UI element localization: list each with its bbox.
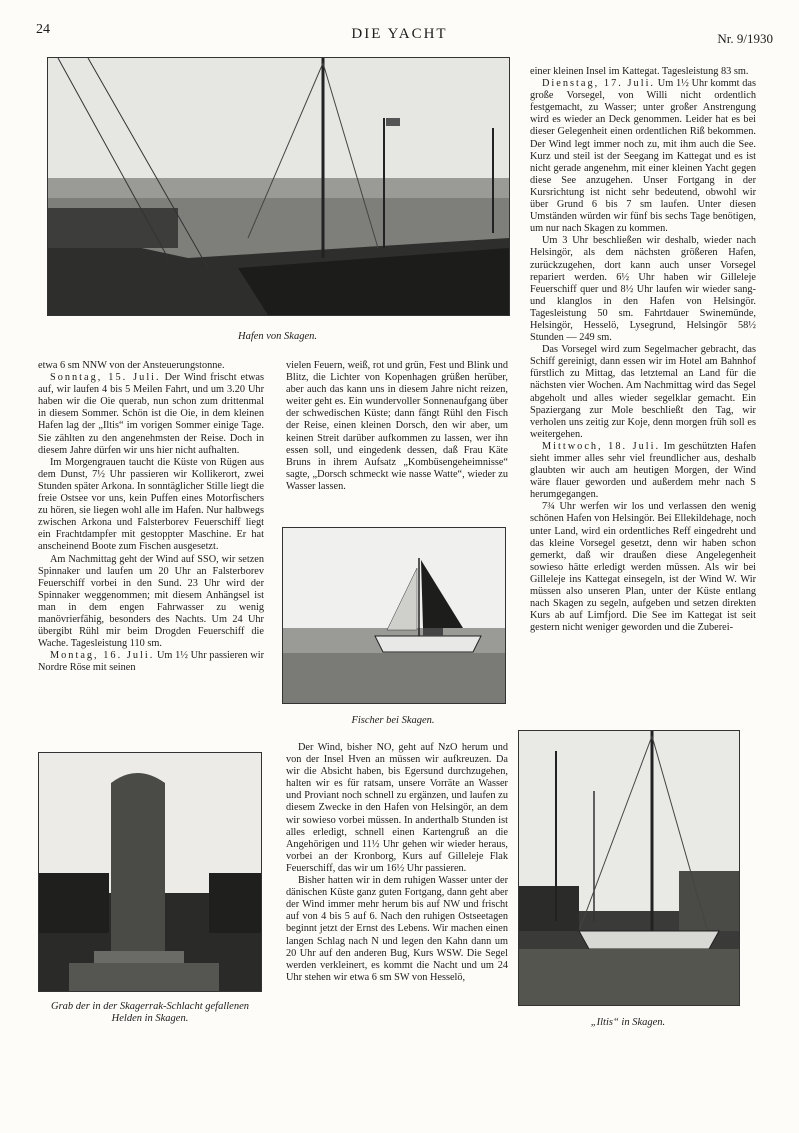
paragraph: etwa 6 sm NNW von der Ansteuerungstonne. [38, 360, 225, 371]
paragraph-text: Um 1½ Uhr kommt das große Vorsegel, von Willi nicht ordentlich festgemacht, zu Wasser; unter großer Anstrengung wird es wieder an Deck genommen. Leider hat es bei dieser Gelegenheit einen ordentlichen Riß bekommen. Der Wind legt immer noch zu, mit ihm auch die See. Kurz und steil ist der Seegang im Kattegat und es ist nicht gerade angenehm, mit einer kleinen Yacht gegen diese See anzugehen. Unser Fortgang in der Kursrichtung ist nicht sehr bedeutend, obwohl wir über Grund 6 bis 7 sm laufen. Unter diesen Umständen würden wir fünf bis sechs Tage benötigen, um nur nach Skagen zu kommen. [530, 78, 757, 235]
day-heading: Montag, 16. Juli. [50, 650, 155, 662]
iltis-caption: „Iltis“ in Skagen. [590, 1017, 666, 1028]
paragraph [38, 372, 264, 457]
fisher-caption: Fischer bei Skagen. [351, 715, 435, 726]
paragraph: Bisher hatten wir in dem ruhigen Wasser unter der dänischen Küste ganz guten Fortgang, dann geht aber der Wind immer mehr herum bis auf NW und frischt auf von 4 bis 5 auf 6. Nach den ruhigen Ostseetagen beginnt jetzt der Ernst des Lebens. Wir machen einen langen Schlag nach N und legen den Kahn dann um 20 Uhr auf den anderen Bug, Kurs WSW. Die Segel werden verkleinert, es kommt die Nacht und um 24 Uhr stehen wir etwa 6 sm SW von Hesselö, [286, 875, 508, 983]
day-heading: Mittwoch, 18. Juli. [542, 440, 661, 452]
paragraph: Der Wind, bisher NO, geht auf NzO herum und von der Insel Hven an müssen wir aufkreuzen. Da wir die Absicht haben, bis Egersund durchzugehen, halten wir es für ratsam, unsere Vorräte an Wasser und Proviant noch schnell zu ergänzen, und laufen zu diesem Zwecke in den Hafen von Helsingör, an dem wir sowieso vorbei müssen. In anderthalb Stunden ist alles erledigt, schnell einen Kartengruß an die Angehörigen und 11½ Uhr gehen wir wieder heraus, vorbei an der Kronborg, Kurs auf Gilleleje Flak Feuerschiff, das wir um 16½ Uhr passieren. [286, 742, 508, 874]
day-heading: Dienstag, 17. Juli. [542, 78, 656, 90]
day-heading: Sonntag, 15. Juli. [50, 372, 161, 384]
paragraph: 7¾ Uhr werfen wir los und verlassen den wenig schönen Hafen von Helsingör. Bei Ellekildehage, noch unter Land, wird ein ordentliches Reff eingedreht und das kleine Vorsegel gesetzt, denn wir haben schon gemerkt, daß wir draußen diese Angelegenheit sowieso hätte erledigt werden müssen. Als wir bei Gilleleje ins Kattegat einsegeln, ist der Wind W. Wir müssen also unseren Plan, unter der Küste entlang nach Skagen zu segeln, aufgeben und setzen direkten Kurs ab auf Limfjord. Die See im Kattegat ist seit gestern nicht weniger geworden und die Zuberei- [530, 501, 756, 634]
text-column-right [530, 66, 756, 634]
paragraph-text: Um 1½ Uhr passieren wir Nordre Röse mit seinen [38, 650, 264, 674]
grave-caption: Grab der in der Skagerrak-Schlacht gefallenen Helden in Skagen. [51, 1001, 249, 1024]
paragraph: Am Nachmittag geht der Wind auf SSO, wir setzen Spinnaker und laufen um 20 Uhr an Falsterborev Feuerschiff vorbei in den Sund. 23 Uhr wird der Spinnaker weggenommen; mit diesem Anhängsel ist man in dem engen Fahrwasser zu wenig manövrierfähig, besonders des Nachts. Um 24 Uhr übergibt Rühl mir beim Drogden Feuerschiff die Wache. Tagesleistung 110 sm. [38, 553, 264, 650]
fisher-photo [282, 527, 506, 704]
page-number: 24 [36, 22, 50, 37]
paragraph: Das Vorsegel wird zum Segelmacher gebracht, das Schiff gereinigt, dann essen wir im Hotel am Bahnhof fürstlich zu Mittag, das letztemal an Land für die nächsten vier Wochen. Am Nachmittag wird das Segel abgeholt und alles wieder segelklar gemacht. Ein Spaziergang zur Mole beschließt den Tag, wir verholen uns zeitig zur Koje, denn morgen früh soll es weitergehen. [530, 344, 756, 440]
journal-title: DIE YACHT [351, 26, 448, 42]
text-column-middle-bottom [286, 742, 508, 984]
paragraph: Um 3 Uhr beschließen wir deshalb, wieder nach Helsingör, als dem nächsten größeren Hafen, zurückzugehen, dort kann auch unser Vorsegel repariert werden. 6½ Uhr haben wir Gilleleje Feuerschiff quer und 8½ Uhr laufen wir wieder sang- und klanglos in den Hafen von Helsingör. Tagesleistung 50 sm. Fahrtdauer Swinemünde, Helsingör, Hesselö, Lysegrund, Helsingör 58½ Stunden — 249 sm. [530, 235, 756, 344]
paragraph: einer kleinen Insel im Kattegat. Tagesleistung 83 sm. [530, 66, 749, 77]
paragraph-text: Im geschützten Hafen sieht immer alles sehr viel freundlicher aus, deshalb glaubten wir auch am heutigen Morgen, der Wind wäre flauer geworden und außerdem mehr nach S herumgegangen. [530, 440, 757, 501]
issue-number: Nr. 9/1930 [717, 31, 773, 46]
paragraph [530, 441, 756, 501]
paragraph: vielen Feuern, weiß, rot und grün, Fest und Blink und Blitz, die Lichter von Kopenhagen grüßen herüber, aber auch das kann uns in diesem Jahre nicht reizen, weiter geht es. Ein wundervoller Sonnenaufgang über der schwedischen Küste; dann fängt Rühl den Fisch der Reise, einen kleinen Dorsch, den wir aber, um keinen Streit darüber aufkommen zu lassen, wer ihn essen soll, und eingedenk dessen, daß Frau Käte Bruns in ihrem Aufsatz „Kombüsengeheimnisse“ sagte, „Dorsch schmeckt wie nasse Watte“, wieder zu Wasser lassen. [286, 360, 508, 492]
harbor-photo [47, 57, 510, 316]
paragraph [530, 78, 756, 235]
paragraph: Im Morgengrauen taucht die Küste von Rügen aus dem Dunst, 7½ Uhr passieren wir Kollikerort, zwei Stunden später Arkona. In sonntäglicher Stille liegt die freie Ostsee vor uns, kein Puffen eines Motorfischers zu hören, sie liegen wohl alle im Hafen. Nur halbwegs zwischen Arkona und Falsterborev Feuerschiff liegt ein Frachtdampfer mit gestoppter Maschine. Er hat anscheinend Boote zum Fischen ausgesetzt. [38, 456, 264, 553]
grave-photo [38, 752, 262, 992]
text-column-middle-top [286, 360, 508, 493]
paragraph-text: Der Wind frischt etwas auf, wir laufen 4 bis 5 Meilen Fahrt, und um 3.20 Uhr haben wir die Oie querab, nun schon zum drittenmal in diesem Sommer. Schön ist die Oie, in dem kleinen Hafen lag der „Iltis“ im vorigen Sommer einige Tage. Sie zählten zu den angenehmsten der Reise. Doch in diesem Jahre dürfen wir uns hier nicht aufhalten. [38, 372, 264, 456]
text-column-left [38, 360, 264, 674]
iltis-photo [518, 730, 740, 1006]
harbor-caption: Hafen von Skagen. [237, 331, 318, 342]
paragraph [38, 650, 264, 674]
